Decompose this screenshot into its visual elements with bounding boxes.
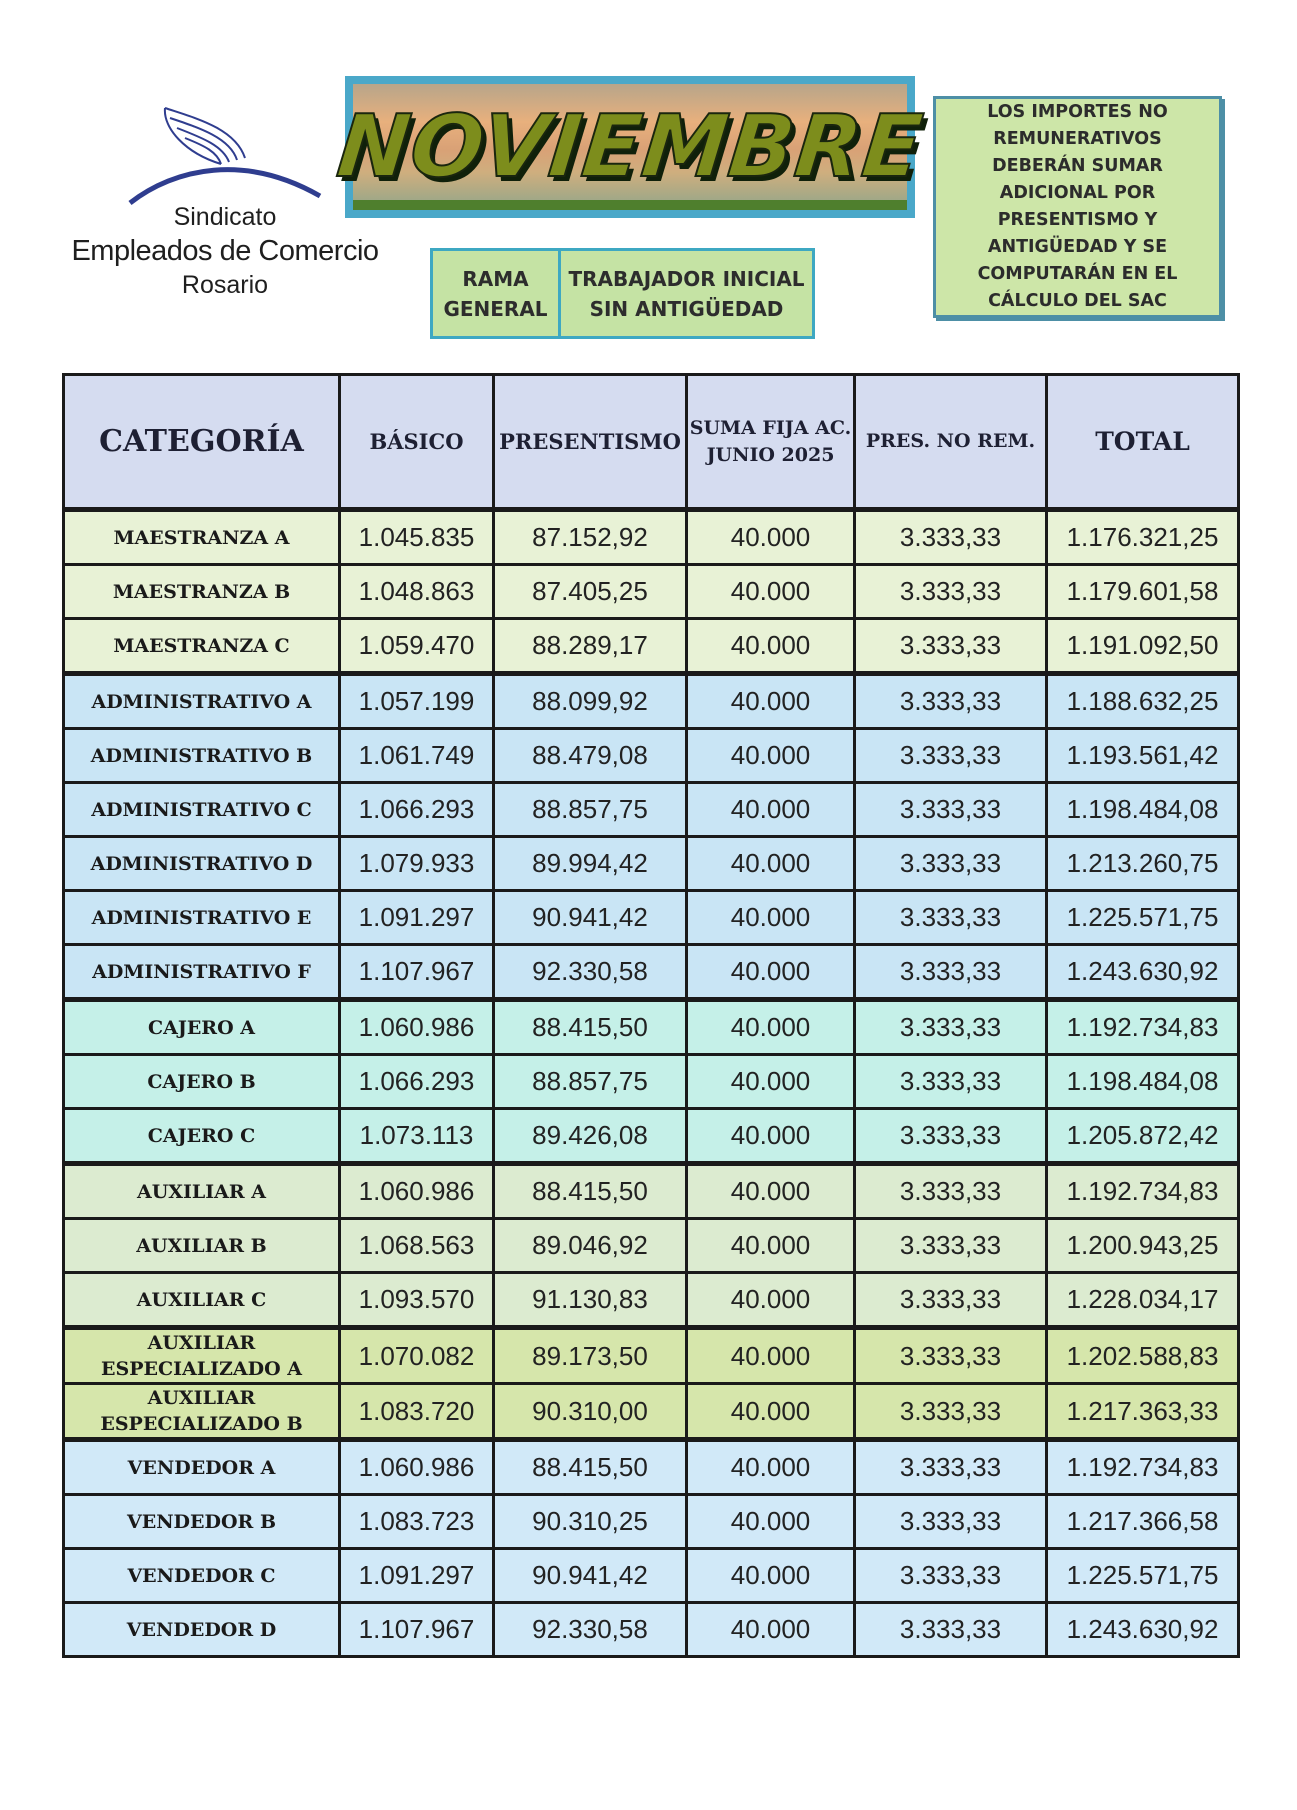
cell-basic: 1.048.863 [340, 565, 494, 619]
table-row [64, 945, 1239, 1000]
cell-presentismo: 88.289,17 [494, 619, 687, 674]
month-banner [332, 76, 928, 218]
cell-basic: 1.091.297 [340, 891, 494, 945]
cell-total: 1.213.260,75 [1047, 837, 1239, 891]
cell-category: CAJERO A [64, 1000, 340, 1055]
cell-total: 1.192.734,83 [1047, 1440, 1239, 1495]
cell-pres-no-rem: 3.333,33 [855, 1603, 1047, 1657]
cell-presentismo: 89.426,08 [494, 1109, 687, 1164]
cell-fixed-sum: 40.000 [687, 1164, 855, 1219]
cell-pres-no-rem: 3.333,33 [855, 729, 1047, 783]
table-row [64, 783, 1239, 837]
cell-fixed-sum: 40.000 [687, 674, 855, 729]
table-row [64, 1549, 1239, 1603]
cell-pres-no-rem: 3.333,33 [855, 1549, 1047, 1603]
cell-category: AUXILIAR ESPECIALIZADO B [64, 1384, 340, 1440]
cell-category: MAESTRANZA A [64, 510, 340, 565]
cell-category: ADMINISTRATIVO B [64, 729, 340, 783]
cell-category: AUXILIAR B [64, 1219, 340, 1273]
cell-fixed-sum: 40.000 [687, 565, 855, 619]
cell-pres-no-rem: 3.333,33 [855, 783, 1047, 837]
table-row [64, 565, 1239, 619]
cell-total: 1.188.632,25 [1047, 674, 1239, 729]
cell-presentismo: 88.415,50 [494, 1000, 687, 1055]
worker-label: TRABAJADOR INICIAL SIN ANTIGÜEDAD [568, 266, 805, 321]
cell-total: 1.202.588,83 [1047, 1328, 1239, 1384]
cell-presentismo: 90.310,00 [494, 1384, 687, 1440]
cell-presentismo: 91.130,83 [494, 1273, 687, 1328]
table-row [64, 1384, 1239, 1440]
cell-basic: 1.073.113 [340, 1109, 494, 1164]
cell-presentismo: 88.857,75 [494, 1055, 687, 1109]
cell-fixed-sum: 40.000 [687, 1495, 855, 1549]
cell-category: ADMINISTRATIVO D [64, 837, 340, 891]
cell-total: 1.193.561,42 [1047, 729, 1239, 783]
cell-pres-no-rem: 3.333,33 [855, 1384, 1047, 1440]
cell-presentismo: 88.479,08 [494, 729, 687, 783]
non-remunerative-note [933, 96, 1222, 318]
logo-line-2: Empleados de Comercio [71, 235, 379, 267]
branch-label: RAMA GENERAL [443, 266, 548, 321]
month-title: NOVIEMBRE [332, 97, 928, 197]
cell-category: AUXILIAR ESPECIALIZADO A [64, 1328, 340, 1384]
table-row [64, 1000, 1239, 1055]
branch-box [430, 248, 815, 339]
cell-category: CAJERO B [64, 1055, 340, 1109]
table-row [64, 1055, 1239, 1109]
cell-presentismo: 88.415,50 [494, 1440, 687, 1495]
cell-basic: 1.045.835 [340, 510, 494, 565]
cell-total: 1.243.630,92 [1047, 1603, 1239, 1657]
cell-fixed-sum: 40.000 [687, 1549, 855, 1603]
cell-fixed-sum: 40.000 [687, 729, 855, 783]
cell-fixed-sum: 40.000 [687, 619, 855, 674]
table-row [64, 674, 1239, 729]
cell-total: 1.243.630,92 [1047, 945, 1239, 1000]
cell-basic: 1.060.986 [340, 1000, 494, 1055]
cell-basic: 1.107.967 [340, 1603, 494, 1657]
cell-fixed-sum: 40.000 [687, 1328, 855, 1384]
cell-pres-no-rem: 3.333,33 [855, 1495, 1047, 1549]
cell-total: 1.198.484,08 [1047, 1055, 1239, 1109]
table-row [64, 1328, 1239, 1384]
cell-category: ADMINISTRATIVO F [64, 945, 340, 1000]
table-row [64, 1440, 1239, 1495]
cell-fixed-sum: 40.000 [687, 1000, 855, 1055]
cell-presentismo: 92.330,58 [494, 945, 687, 1000]
cell-pres-no-rem: 3.333,33 [855, 1273, 1047, 1328]
cell-basic: 1.066.293 [340, 783, 494, 837]
cell-fixed-sum: 40.000 [687, 1603, 855, 1657]
cell-fixed-sum: 40.000 [687, 1109, 855, 1164]
cell-basic: 1.093.570 [340, 1273, 494, 1328]
cell-fixed-sum: 40.000 [687, 510, 855, 565]
logo-line-1: Sindicato [173, 203, 277, 231]
cell-fixed-sum: 40.000 [687, 783, 855, 837]
cell-category: MAESTRANZA B [64, 565, 340, 619]
cell-fixed-sum: 40.000 [687, 1055, 855, 1109]
cell-category: MAESTRANZA C [64, 619, 340, 674]
cell-presentismo: 88.099,92 [494, 674, 687, 729]
table-row [64, 1603, 1239, 1657]
table-row [64, 1219, 1239, 1273]
cell-basic: 1.059.470 [340, 619, 494, 674]
wing-icon [125, 98, 325, 208]
cell-pres-no-rem: 3.333,33 [855, 674, 1047, 729]
branch-cell [433, 251, 561, 336]
cell-fixed-sum: 40.000 [687, 891, 855, 945]
cell-total: 1.225.571,75 [1047, 891, 1239, 945]
cell-fixed-sum: 40.000 [687, 1219, 855, 1273]
cell-pres-no-rem: 3.333,33 [855, 1219, 1047, 1273]
header-presentismo: PRESENTISMO [494, 375, 687, 510]
cell-pres-no-rem: 3.333,33 [855, 1055, 1047, 1109]
cell-category: CAJERO C [64, 1109, 340, 1164]
cell-presentismo: 90.941,42 [494, 1549, 687, 1603]
cell-pres-no-rem: 3.333,33 [855, 1000, 1047, 1055]
cell-pres-no-rem: 3.333,33 [855, 945, 1047, 1000]
header-fixed-sum: SUMA FIJA AC. JUNIO 2025 [687, 375, 855, 510]
cell-total: 1.205.872,42 [1047, 1109, 1239, 1164]
table-row [64, 619, 1239, 674]
cell-pres-no-rem: 3.333,33 [855, 1328, 1047, 1384]
cell-pres-no-rem: 3.333,33 [855, 837, 1047, 891]
cell-fixed-sum: 40.000 [687, 1440, 855, 1495]
logo-text [55, 200, 395, 302]
cell-basic: 1.079.933 [340, 837, 494, 891]
cell-presentismo: 90.310,25 [494, 1495, 687, 1549]
cell-total: 1.191.092,50 [1047, 619, 1239, 674]
table-row [64, 1273, 1239, 1328]
cell-basic: 1.083.720 [340, 1384, 494, 1440]
cell-basic: 1.060.986 [340, 1164, 494, 1219]
cell-pres-no-rem: 3.333,33 [855, 619, 1047, 674]
cell-basic: 1.057.199 [340, 674, 494, 729]
cell-basic: 1.060.986 [340, 1440, 494, 1495]
table-row [64, 837, 1239, 891]
cell-basic: 1.083.723 [340, 1495, 494, 1549]
cell-fixed-sum: 40.000 [687, 837, 855, 891]
cell-category: VENDEDOR D [64, 1603, 340, 1657]
table-row [64, 1495, 1239, 1549]
cell-category: ADMINISTRATIVO E [64, 891, 340, 945]
cell-total: 1.228.034,17 [1047, 1273, 1239, 1328]
cell-total: 1.217.363,33 [1047, 1384, 1239, 1440]
cell-presentismo: 88.415,50 [494, 1164, 687, 1219]
cell-category: VENDEDOR C [64, 1549, 340, 1603]
cell-category: VENDEDOR A [64, 1440, 340, 1495]
header-basic: BÁSICO [340, 375, 494, 510]
cell-category: AUXILIAR C [64, 1273, 340, 1328]
cell-basic: 1.068.563 [340, 1219, 494, 1273]
cell-basic: 1.070.082 [340, 1328, 494, 1384]
cell-presentismo: 87.405,25 [494, 565, 687, 619]
cell-presentismo: 89.994,42 [494, 837, 687, 891]
cell-category: ADMINISTRATIVO A [64, 674, 340, 729]
worker-cell [561, 251, 812, 336]
header-total: TOTAL [1047, 375, 1239, 510]
logo-line-3: Rosario [181, 271, 269, 299]
cell-presentismo: 92.330,58 [494, 1603, 687, 1657]
cell-pres-no-rem: 3.333,33 [855, 891, 1047, 945]
cell-total: 1.198.484,08 [1047, 783, 1239, 837]
cell-presentismo: 88.857,75 [494, 783, 687, 837]
header-category: CATEGORÍA [64, 375, 340, 510]
cell-basic: 1.091.297 [340, 1549, 494, 1603]
cell-total: 1.192.734,83 [1047, 1164, 1239, 1219]
table-row [64, 1164, 1239, 1219]
salary-table [62, 373, 1240, 1658]
cell-basic: 1.066.293 [340, 1055, 494, 1109]
cell-presentismo: 90.941,42 [494, 891, 687, 945]
note-text: LOS IMPORTES NO REMUNERATIVOS DEBERÁN SUMAR ADICIONAL POR PRESENTISMO Y ANTIGÜEDAD Y SE COMPUTARÁN EN EL CÁLCULO DEL SAC [977, 102, 1178, 311]
table-header-row [64, 375, 1239, 510]
cell-pres-no-rem: 3.333,33 [855, 510, 1047, 565]
table-row [64, 729, 1239, 783]
banner-strip [353, 200, 907, 210]
cell-category: VENDEDOR B [64, 1495, 340, 1549]
cell-basic: 1.061.749 [340, 729, 494, 783]
cell-pres-no-rem: 3.333,33 [855, 1440, 1047, 1495]
table-row [64, 891, 1239, 945]
cell-pres-no-rem: 3.333,33 [855, 1164, 1047, 1219]
cell-fixed-sum: 40.000 [687, 945, 855, 1000]
cell-category: AUXILIAR A [64, 1164, 340, 1219]
cell-category: ADMINISTRATIVO C [64, 783, 340, 837]
cell-fixed-sum: 40.000 [687, 1273, 855, 1328]
cell-presentismo: 87.152,92 [494, 510, 687, 565]
cell-total: 1.179.601,58 [1047, 565, 1239, 619]
cell-pres-no-rem: 3.333,33 [855, 565, 1047, 619]
cell-basic: 1.107.967 [340, 945, 494, 1000]
cell-total: 1.217.366,58 [1047, 1495, 1239, 1549]
cell-total: 1.192.734,83 [1047, 1000, 1239, 1055]
cell-presentismo: 89.046,92 [494, 1219, 687, 1273]
header-pres-no-rem: PRES. NO REM. [855, 375, 1047, 510]
cell-pres-no-rem: 3.333,33 [855, 1109, 1047, 1164]
cell-total: 1.200.943,25 [1047, 1219, 1239, 1273]
cell-total: 1.225.571,75 [1047, 1549, 1239, 1603]
table-row [64, 1109, 1239, 1164]
table-row [64, 510, 1239, 565]
cell-presentismo: 89.173,50 [494, 1328, 687, 1384]
cell-total: 1.176.321,25 [1047, 510, 1239, 565]
cell-fixed-sum: 40.000 [687, 1384, 855, 1440]
